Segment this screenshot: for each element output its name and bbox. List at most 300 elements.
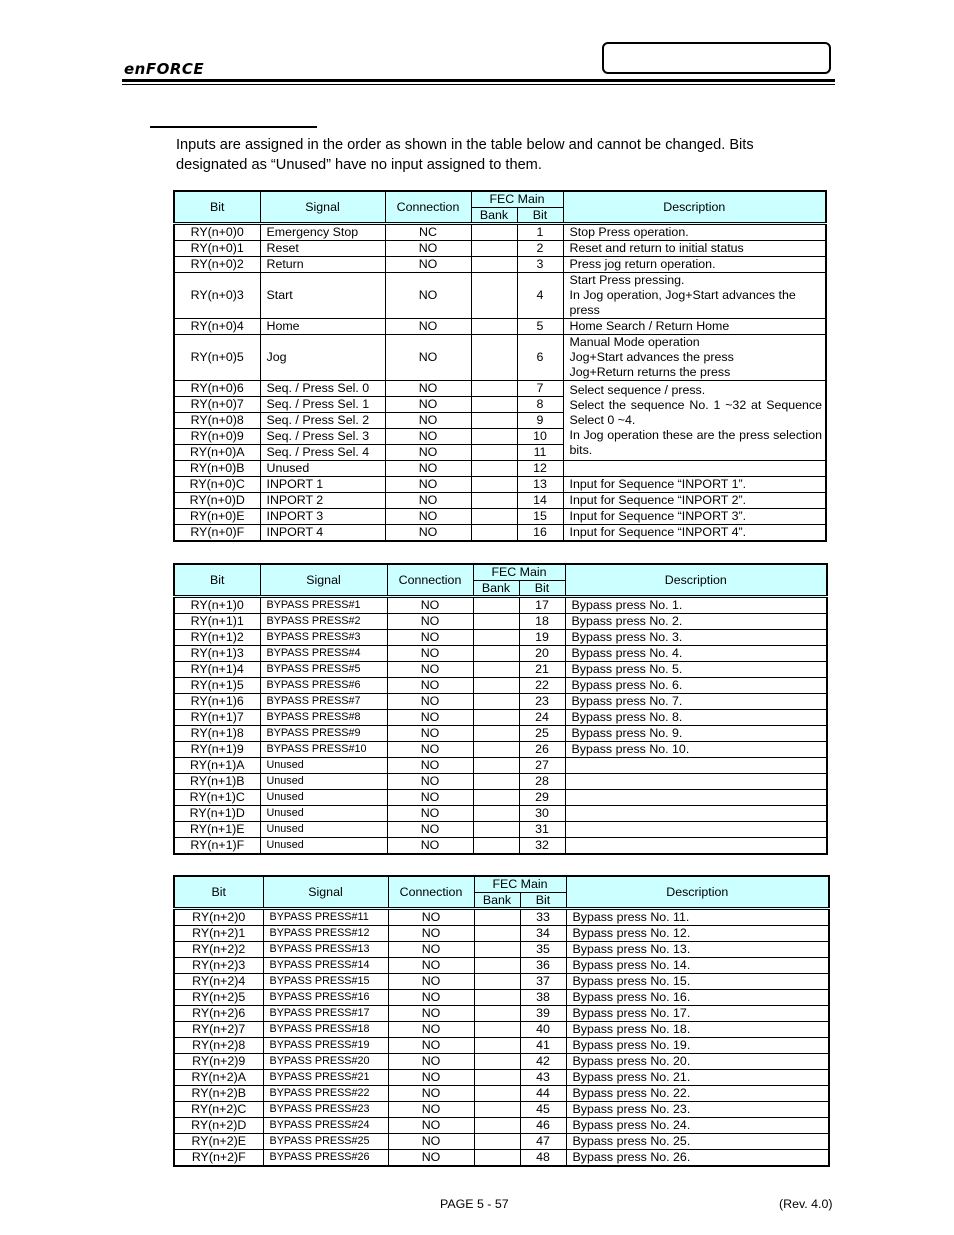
connection-cell: NO [385,493,471,509]
col-header-connection: Connection [388,876,474,909]
bank-cell [473,678,519,694]
description-cell: Input for Sequence “INPORT 1”. [563,477,826,493]
intro-paragraph: Inputs are assigned in the order as shown in the table below and cannot be changed. Bits designated as “Unused” have no input assigned to them. [176,137,754,173]
bit-cell: RY(n+1)0 [174,597,260,614]
bit-cell: RY(n+0)B [174,461,260,477]
signal-cell: BYPASS PRESS#14 [263,958,388,974]
fec-bit-cell: 7 [517,381,563,397]
table-row [174,1118,829,1134]
signal-cell: Unused [260,838,387,855]
fec-bit-cell: 10 [517,429,563,445]
col-header-bit: Bit [174,876,263,909]
table-row [174,525,826,542]
description-cell: Bypass press No. 18. [566,1022,829,1038]
fec-bit-cell: 34 [520,926,566,942]
bank-cell [471,397,517,413]
fec-bit-cell: 46 [520,1118,566,1134]
io-table-2 [173,563,828,855]
signal-cell: Unused [260,806,387,822]
table-row [174,694,827,710]
connection-cell: NO [385,381,471,397]
bank-cell [474,926,520,942]
description-line: Start Press pressing. [569,273,685,287]
bit-cell: RY(n+2)7 [174,1022,263,1038]
description-cell: Bypass press No. 21. [566,1070,829,1086]
fec-bit-cell: 31 [519,822,565,838]
table-row [174,958,829,974]
signal-cell: BYPASS PRESS#25 [263,1134,388,1150]
bank-cell [474,1134,520,1150]
fec-bit-cell: 44 [520,1086,566,1102]
bank-cell [471,429,517,445]
bank-cell [474,974,520,990]
fec-bit-cell: 48 [520,1150,566,1167]
bank-cell [474,909,520,926]
header-rule [122,79,835,82]
table-row [174,477,826,493]
signal-cell: BYPASS PRESS#18 [263,1022,388,1038]
signal-cell: Unused [260,822,387,838]
connection-cell: NO [385,525,471,542]
description-cell: Bypass press No. 12. [566,926,829,942]
connection-cell: NO [388,990,474,1006]
description-cell: Bypass press No. 26. [566,1150,829,1167]
bank-cell [471,493,517,509]
description-cell: Bypass press No. 6. [565,678,827,694]
fec-bit-cell: 8 [517,397,563,413]
connection-cell: NO [387,662,473,678]
signal-cell: BYPASS PRESS#16 [263,990,388,1006]
col-header-description: Description [566,876,829,909]
bank-cell [473,614,519,630]
description-line: Manual Mode operation [569,335,700,349]
description-cell: Bypass press No. 20. [566,1054,829,1070]
table-row [174,990,829,1006]
bit-cell: RY(n+2)3 [174,958,263,974]
io-table-1 [173,190,827,542]
description-cell [565,758,827,774]
description-cell [563,273,826,319]
description-line: Select the sequence No. 1 ~32 at Sequence Select 0 ~4. [569,398,822,427]
description-cell: Input for Sequence “INPORT 3”. [563,509,826,525]
description-cell: Input for Sequence “INPORT 2”. [563,493,826,509]
table-row [174,646,827,662]
bank-cell [474,1022,520,1038]
col-header-fec-main: FEC Main [474,876,566,893]
col-header-signal: Signal [260,191,385,224]
connection-cell: NO [388,1022,474,1038]
table-row [174,838,827,855]
description-cell: Bypass press No. 11. [566,909,829,926]
connection-cell: NO [387,614,473,630]
bit-cell: RY(n+0)6 [174,381,260,397]
fec-bit-cell: 32 [519,838,565,855]
description-cell: Bypass press No. 7. [565,694,827,710]
connection-cell: NO [387,838,473,855]
fec-bit-cell: 2 [517,241,563,257]
bank-cell [474,1054,520,1070]
bit-cell: RY(n+2)B [174,1086,263,1102]
col-header-bit: Bit [174,564,260,597]
description-cell-seq-select [563,381,826,461]
bit-cell: RY(n+0)0 [174,224,260,241]
signal-cell: BYPASS PRESS#17 [263,1006,388,1022]
enforce-logo: enFORCE [124,60,205,78]
signal-cell: INPORT 3 [260,509,385,525]
bit-cell: RY(n+1)4 [174,662,260,678]
table-row [174,1070,829,1086]
col-header-bank: Bank [473,581,519,597]
bit-cell: RY(n+1)B [174,774,260,790]
signal-cell: Seq. / Press Sel. 4 [260,445,385,461]
signal-cell: Unused [260,774,387,790]
signal-cell: INPORT 2 [260,493,385,509]
table-row [174,381,826,397]
fec-bit-cell: 40 [520,1022,566,1038]
bank-cell [471,461,517,477]
bit-cell: RY(n+0)C [174,477,260,493]
bit-cell: RY(n+0)8 [174,413,260,429]
description-cell: Bypass press No. 14. [566,958,829,974]
bit-cell: RY(n+2)4 [174,974,263,990]
connection-cell: NO [387,597,473,614]
bank-cell [474,1086,520,1102]
signal-cell: Seq. / Press Sel. 0 [260,381,385,397]
table-row [174,493,826,509]
description-cell: Bypass press No. 24. [566,1118,829,1134]
connection-cell: NO [387,630,473,646]
section-heading-underline [150,126,317,128]
connection-cell: NO [388,1102,474,1118]
table-row [174,1102,829,1118]
col-header-fec-bit: Bit [520,893,566,909]
signal-cell: BYPASS PRESS#10 [260,742,387,758]
signal-cell: BYPASS PRESS#19 [263,1038,388,1054]
fec-bit-cell: 14 [517,493,563,509]
connection-cell: NO [387,806,473,822]
description-cell: Bypass press No. 9. [565,726,827,742]
connection-cell: NO [388,1134,474,1150]
bit-cell: RY(n+2)E [174,1134,263,1150]
signal-cell: BYPASS PRESS#15 [263,974,388,990]
description-line: Jog+Start advances the press [569,350,734,364]
description-line: Select sequence / press. [569,383,706,397]
fec-bit-cell: 35 [520,942,566,958]
table-row [174,758,827,774]
bit-cell: RY(n+2)A [174,1070,263,1086]
description-cell: Bypass press No. 10. [565,742,827,758]
signal-cell: Unused [260,790,387,806]
col-header-fec-bit: Bit [517,208,563,224]
description-cell: Bypass press No. 13. [566,942,829,958]
signal-cell: Unused [260,461,385,477]
col-header-fec-bit: Bit [519,581,565,597]
bank-cell [473,630,519,646]
connection-cell: NO [385,273,471,319]
bit-cell: RY(n+2)6 [174,1006,263,1022]
connection-cell: NO [388,1038,474,1054]
table-row [174,1022,829,1038]
description-line: In Jog operation these are the press selection bits. [569,428,822,457]
description-cell: Bypass press No. 4. [565,646,827,662]
signal-cell: Jog [260,335,385,381]
connection-cell: NO [387,790,473,806]
signal-cell: BYPASS PRESS#1 [260,597,387,614]
fec-bit-cell: 30 [519,806,565,822]
bank-cell [473,597,519,614]
col-header-signal: Signal [263,876,388,909]
description-line: Jog+Return returns the press [569,365,731,379]
bit-cell: RY(n+1)1 [174,614,260,630]
description-cell: Press jog return operation. [563,257,826,273]
signal-cell: BYPASS PRESS#26 [263,1150,388,1167]
signal-cell: Return [260,257,385,273]
table-row [174,774,827,790]
fec-bit-cell: 11 [517,445,563,461]
fec-bit-cell: 9 [517,413,563,429]
bit-cell: RY(n+1)5 [174,678,260,694]
fec-bit-cell: 27 [519,758,565,774]
connection-cell: NO [388,1006,474,1022]
bit-cell: RY(n+1)9 [174,742,260,758]
bank-cell [474,1150,520,1167]
description-cell: Bypass press No. 22. [566,1086,829,1102]
connection-cell: NO [385,477,471,493]
signal-cell: BYPASS PRESS#9 [260,726,387,742]
fec-bit-cell: 25 [519,726,565,742]
connection-cell: NO [387,646,473,662]
connection-cell: NO [387,774,473,790]
bank-cell [471,445,517,461]
connection-cell: NO [385,257,471,273]
fec-bit-cell: 41 [520,1038,566,1054]
bit-cell: RY(n+0)9 [174,429,260,445]
table-row [174,909,829,926]
description-cell: Bypass press No. 16. [566,990,829,1006]
connection-cell: NO [388,909,474,926]
description-cell: Stop Press operation. [563,224,826,241]
fec-bit-cell: 12 [517,461,563,477]
fec-bit-cell: 23 [519,694,565,710]
fec-bit-cell: 38 [520,990,566,1006]
description-line: press [569,303,600,317]
col-header-connection: Connection [385,191,471,224]
bank-cell [473,662,519,678]
io-table-3 [173,875,830,1167]
table-row [174,319,826,335]
bank-cell [474,1038,520,1054]
description-cell [563,461,826,477]
fec-bit-cell: 28 [519,774,565,790]
col-header-connection: Connection [387,564,473,597]
table-row [174,790,827,806]
bit-cell: RY(n+1)C [174,790,260,806]
fec-bit-cell: 17 [519,597,565,614]
description-cell [565,822,827,838]
bit-cell: RY(n+2)0 [174,909,263,926]
signal-cell: BYPASS PRESS#12 [263,926,388,942]
description-cell [565,806,827,822]
bit-cell: RY(n+0)3 [174,273,260,319]
signal-cell: BYPASS PRESS#7 [260,694,387,710]
bit-cell: RY(n+0)2 [174,257,260,273]
signal-cell: BYPASS PRESS#13 [263,942,388,958]
signal-cell: BYPASS PRESS#21 [263,1070,388,1086]
bank-cell [473,742,519,758]
bank-cell [471,381,517,397]
bank-cell [471,335,517,381]
col-header-signal: Signal [260,564,387,597]
connection-cell: NO [388,926,474,942]
connection-cell: NO [388,942,474,958]
table-row [174,1150,829,1167]
bit-cell: RY(n+2)C [174,1102,263,1118]
fec-bit-cell: 20 [519,646,565,662]
table-row [174,662,827,678]
bit-cell: RY(n+0)5 [174,335,260,381]
connection-cell: NO [388,1054,474,1070]
table-row [174,509,826,525]
table-row [174,461,826,477]
bank-cell [473,790,519,806]
description-cell [565,774,827,790]
bank-cell [474,942,520,958]
table-row [174,224,826,241]
bit-cell: RY(n+1)A [174,758,260,774]
connection-cell: NO [387,726,473,742]
header-rule-thin [122,84,835,85]
table-row [174,241,826,257]
description-cell: Home Search / Return Home [563,319,826,335]
bank-cell [473,822,519,838]
description-cell: Reset and return to initial status [563,241,826,257]
fec-bit-cell: 4 [517,273,563,319]
bit-cell: RY(n+2)8 [174,1038,263,1054]
description-cell [563,335,826,381]
table-row [174,257,826,273]
bit-cell: RY(n+1)3 [174,646,260,662]
table-row [174,926,829,942]
fec-bit-cell: 37 [520,974,566,990]
connection-cell: NO [387,822,473,838]
bank-cell [473,694,519,710]
signal-cell: BYPASS PRESS#3 [260,630,387,646]
fec-bit-cell: 21 [519,662,565,678]
signal-cell: BYPASS PRESS#11 [263,909,388,926]
fec-bit-cell: 19 [519,630,565,646]
col-header-fec-main: FEC Main [473,564,565,581]
col-header-fec-main: FEC Main [471,191,563,208]
bit-cell: RY(n+0)E [174,509,260,525]
connection-cell: NO [385,319,471,335]
signal-cell: INPORT 1 [260,477,385,493]
col-header-description: Description [563,191,826,224]
fec-bit-cell: 15 [517,509,563,525]
description-cell: Bypass press No. 17. [566,1006,829,1022]
bank-cell [471,257,517,273]
description-cell: Bypass press No. 23. [566,1102,829,1118]
fec-bit-cell: 22 [519,678,565,694]
col-header-bit: Bit [174,191,260,224]
bank-cell [473,710,519,726]
bit-cell: RY(n+1)D [174,806,260,822]
fec-bit-cell: 6 [517,335,563,381]
connection-cell: NO [385,461,471,477]
bank-cell [473,726,519,742]
bank-cell [473,774,519,790]
bit-cell: RY(n+0)F [174,525,260,542]
col-header-description: Description [565,564,827,597]
signal-cell: BYPASS PRESS#6 [260,678,387,694]
table-row [174,710,827,726]
signal-cell: Home [260,319,385,335]
fec-bit-cell: 26 [519,742,565,758]
revision: (Rev. 4.0) [779,1197,833,1211]
bit-cell: RY(n+0)4 [174,319,260,335]
connection-cell: NO [385,413,471,429]
bank-cell [471,509,517,525]
signal-cell: Seq. / Press Sel. 2 [260,413,385,429]
fec-bit-cell: 43 [520,1070,566,1086]
description-cell: Bypass press No. 15. [566,974,829,990]
fec-bit-cell: 42 [520,1054,566,1070]
connection-cell: NO [388,1118,474,1134]
bit-cell: RY(n+0)A [174,445,260,461]
description-line: In Jog operation, Jog+Start advances the [569,288,796,302]
page-number: PAGE 5 - 57 [440,1197,509,1211]
connection-cell: NO [387,678,473,694]
bit-cell: RY(n+1)E [174,822,260,838]
connection-cell: NO [385,397,471,413]
connection-cell: NO [387,694,473,710]
connection-cell: NO [385,335,471,381]
bit-cell: RY(n+1)8 [174,726,260,742]
description-cell: Bypass press No. 1. [565,597,827,614]
bit-cell: RY(n+2)9 [174,1054,263,1070]
bank-cell [471,224,517,241]
table-row [174,1006,829,1022]
bit-cell: RY(n+2)1 [174,926,263,942]
fec-bit-cell: 3 [517,257,563,273]
table-row [174,822,827,838]
fec-bit-cell: 24 [519,710,565,726]
description-cell [565,838,827,855]
signal-cell: BYPASS PRESS#24 [263,1118,388,1134]
bank-cell [471,413,517,429]
description-cell: Bypass press No. 25. [566,1134,829,1150]
description-cell [565,790,827,806]
bank-cell [474,1102,520,1118]
table-row [174,273,826,319]
col-header-bank: Bank [474,893,520,909]
table-row [174,726,827,742]
description-cell: Bypass press No. 3. [565,630,827,646]
fec-bit-cell: 18 [519,614,565,630]
bank-cell [473,758,519,774]
table-row [174,678,827,694]
fec-bit-cell: 29 [519,790,565,806]
signal-cell: INPORT 4 [260,525,385,542]
connection-cell: NO [388,1070,474,1086]
connection-cell: NO [388,1150,474,1167]
bank-cell [473,806,519,822]
table-row [174,974,829,990]
table-row [174,1038,829,1054]
table-row [174,1086,829,1102]
bit-cell: RY(n+1)F [174,838,260,855]
table-row [174,597,827,614]
signal-cell: Emergency Stop [260,224,385,241]
